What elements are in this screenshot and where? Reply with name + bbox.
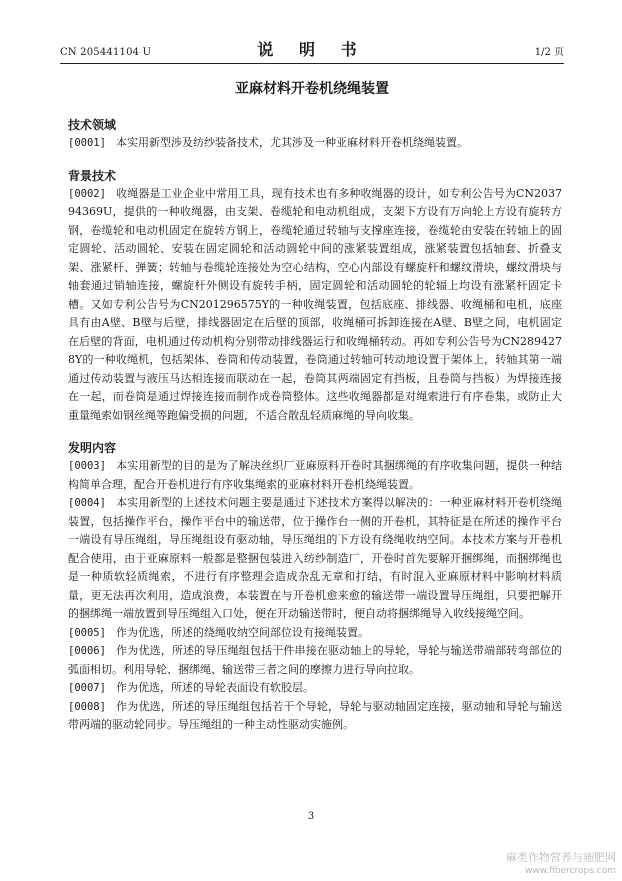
paragraph-text: 作为优选，所述的绕绳收纳空间部位设有接绳装置。 — [116, 625, 369, 639]
paragraph-text: 收绳器是工业企业中常用工具，现有技术也有多种收绳器的设计，如专利公告号为CN203794369U，提供的一种收绳器，由支架、卷缆轮和电动机组成，支架下方设有万向轮上方设有旋转方钢，卷缆轮和电动机固定在旋转方钢上，卷缆轮通过转轴与支撑座连接，卷缆轮由安装在转轴上的固定圆轮、活动圆轮、安装在固定圆轮和活动圆轮中间的涨紧装置组成，涨紧装置包括轴套、折叠支架、涨紧杆、弹簧；转轴与卷缆轮连接处为空心结构，空心内部设有螺旋杆和螺纹滑块，螺纹滑块与轴套通过销轴连接，螺旋杆外侧设有旋转手柄，固定圆轮和活动圆轮的轮辐上均设有涨紧杆固定卡槽。又如专利公告号为CN201296575Y的一种收绳装置，包括底座、排线器、收绳桶和电机，底座具有由A壁、B壁与后壁，排线器固定在后壁的顶部，收绳桶可拆卸连接在A壁、B壁之间，电机固定在后壁的背面，电机通过传动机构分别带动排线器运行和收绳桶转动。再如专利公告号为CN2894278Y的一种收绳机，包括架体、卷筒和传动装置，卷筒通过转轴可转动地设置于架体上，转轴其第一端通过传动装置与液压马达相连接而联动在一起，卷筒其两端固定有挡板，且卷筒与挡板）为焊接连接在一起，而卷筒是通过焊接连接而制作成卷筒整体。这些收绳器都是对绳索进行有序卷集，或防止大重量绳索如钢丝绳等跑偏受损的问题，不适合散乱轻质麻绳的导向收集。 — [68, 186, 562, 422]
watermark-site-name: 麻类作物营养与施肥网 — [506, 851, 616, 864]
page-number: 3 — [307, 811, 315, 822]
paragraph-text: 本实用新型的上述技术问题主要是通过下述技术方案得以解决的：一种亚麻材料开卷机绕绳装置，包括操作平台，操作平台中的输送带，位于操作台一侧的开卷机，其特征是在所述的操作平台一端设有导压绳组，导压绳组设有驱动轴，导压绳组的下方设有绕绳收纳空间。本技术方案与开卷机配合使用，由于亚麻原料一般都是整捆包装进入纺纱制造厂，开卷时首先要解开捆绑绳，而捆绑绳也是一种质软轻质绳索，不进行有序整理会造成杂乱无章和打结，有时混入亚麻原材料中影响材料质量，更无法再次利用，造成浪费，本装置在与开卷机愈来愈的输送带一端设置导压绳组，只要把解开的捆绑绳一端放置到导压绳组入口处，便在开动输送带时，便自动将捆绑绳导入收线接绳空间。 — [68, 496, 562, 620]
header-rule — [60, 63, 564, 64]
section-heading-background: 背景技术 — [68, 168, 117, 183]
document-title: 亚麻材料开卷机绕绳装置 — [235, 81, 389, 97]
section-heading-summary: 发明内容 — [68, 441, 117, 455]
watermark — [486, 851, 616, 877]
paragraph-0005 — [68, 624, 562, 643]
paragraph-0003 — [68, 457, 562, 494]
paragraph-number: [0002] — [68, 187, 106, 200]
paragraph-number: [0007] — [68, 682, 106, 694]
document-body — [68, 116, 562, 735]
paragraph-0002 — [68, 185, 562, 426]
paragraph-text: 作为优选，所述的导轮表面设有软胶层。 — [116, 681, 314, 694]
paragraph-text: 作为优选，所述的导压绳组包括若干个导轮，导轮与驱动轴固定连接，驱动轴和导轮与输送带两端的驱动轮同步。导压绳组的一种主动性驱动实施例。 — [68, 699, 562, 731]
paragraph-0004 — [68, 494, 562, 624]
paragraph-0006 — [68, 642, 562, 679]
paragraph-number: [0005] — [68, 626, 106, 639]
paragraph-text: 本实用新型涉及纺纱装备技术，尤其涉及一种亚麻材料开卷机绕绳装置。 — [116, 136, 468, 149]
paragraph-text: 本实用新型的目的是为了解决丝织厂亚麻原料开卷时其捆绑绳的有序收集问题，提供一种结构简单合理，配合开卷机进行有序收集绳索的亚麻材料开卷机绕绳装置。 — [68, 459, 562, 491]
paragraph-number: [0003] — [68, 460, 106, 472]
patent-number: CN 205441104 U — [60, 47, 152, 58]
paragraph-text: 作为优选，所述的导压绳组包括干件串接在驱动轴上的导轮，导轮与输送带端部转弯部位的弧面相切。利用导轮、捆绑绳、输送带三者之间的摩擦力进行导向拉取。 — [68, 644, 562, 676]
document-type: 说 明 书 — [257, 40, 367, 59]
page-header — [60, 36, 564, 64]
paragraph-0008 — [68, 698, 562, 735]
paragraph-number: [0008] — [68, 700, 106, 713]
paragraph-0001 — [68, 134, 562, 153]
paragraph-number: [0004] — [68, 497, 106, 509]
watermark-url: www.fibercrops.com — [525, 866, 616, 876]
page-indicator: 1/2 页 — [534, 47, 564, 58]
paragraph-0007 — [68, 679, 562, 698]
paragraph-number: [0006] — [68, 645, 106, 657]
section-heading-technical-field: 技术领域 — [68, 118, 117, 132]
paragraph-number: [0001] — [68, 137, 106, 149]
